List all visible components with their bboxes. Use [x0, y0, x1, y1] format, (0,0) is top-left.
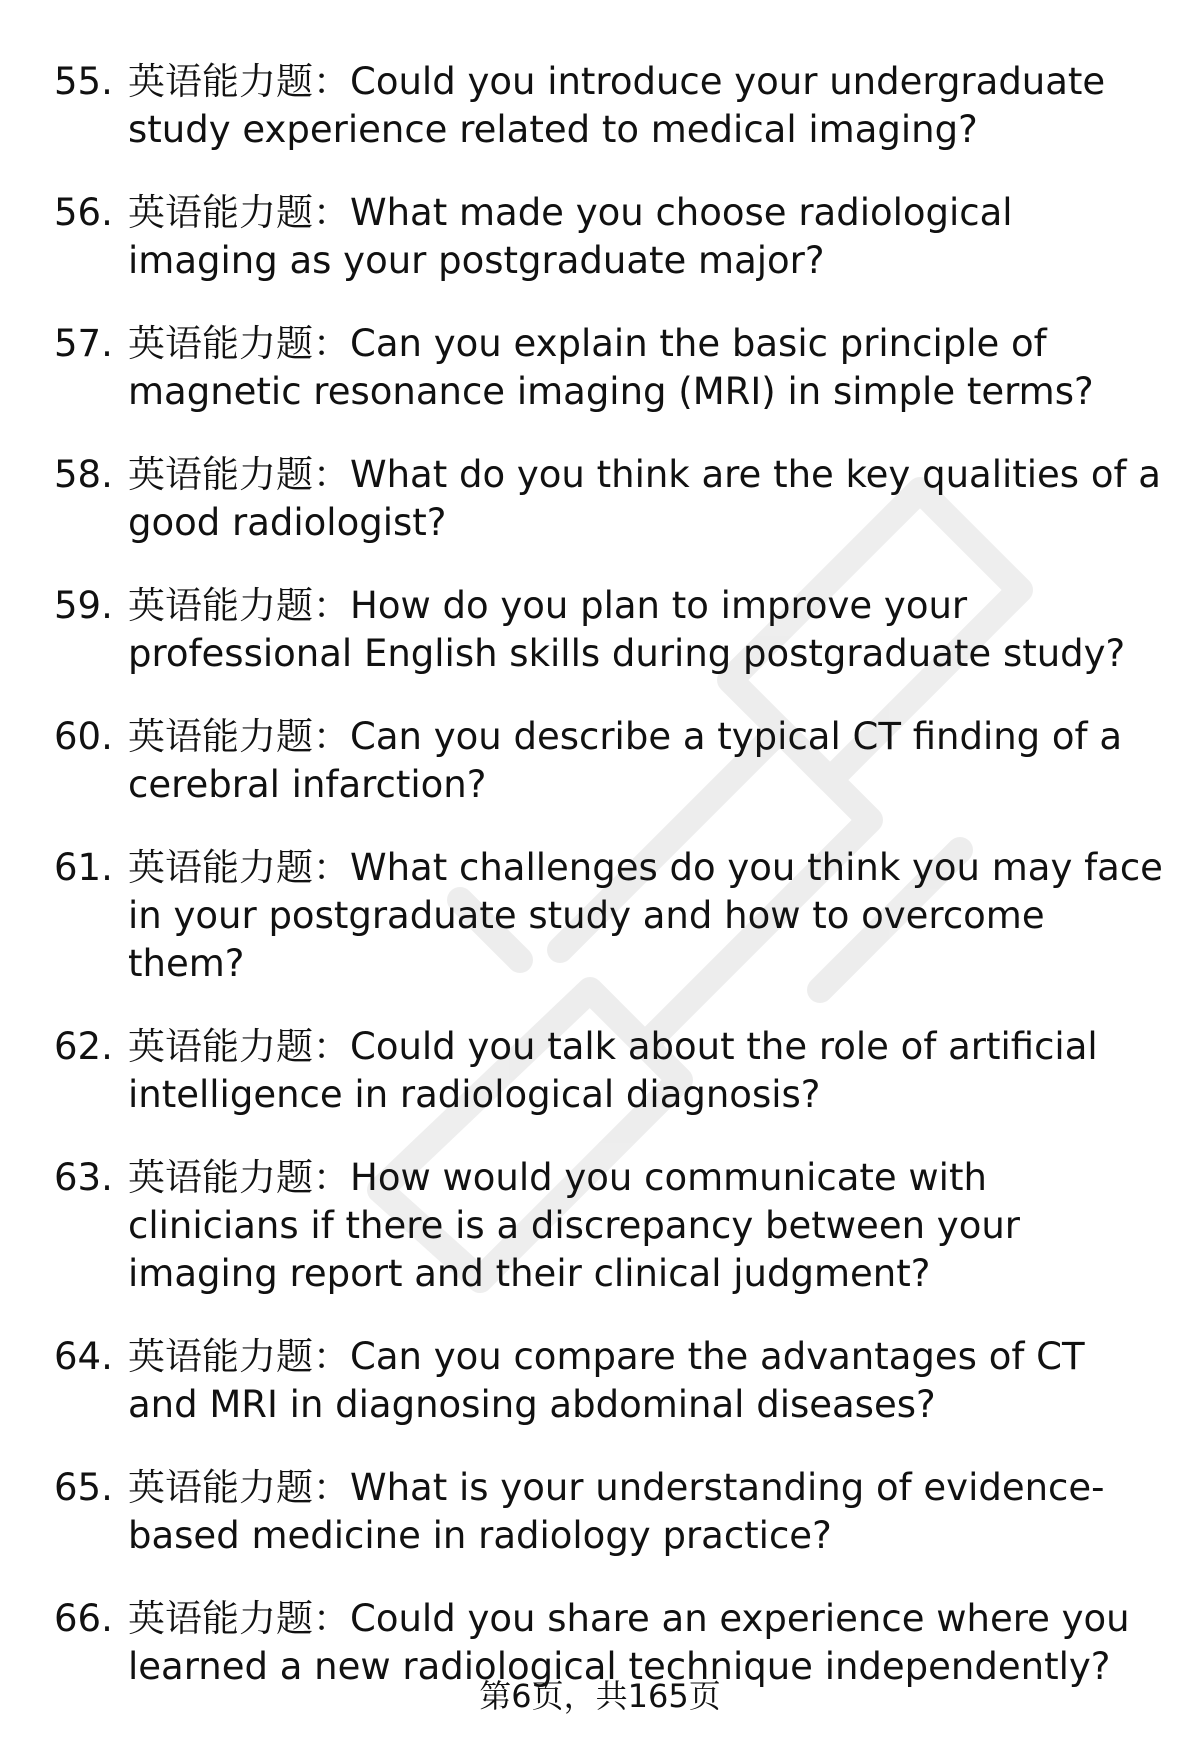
question-body: What is your understanding of evidence-based medicine in radiology practice?: [128, 1466, 1105, 1557]
question-body: How do you plan to improve your professional English skills during postgraduate study?: [128, 584, 1126, 675]
question-body: What made you choose radiological imaging as your postgraduate major?: [128, 191, 1013, 282]
question-text: [128, 1464, 1164, 1560]
question-item: [54, 713, 1164, 809]
question-category: 英语能力题：: [128, 1597, 350, 1640]
question-category: 英语能力题：: [128, 715, 350, 758]
question-number: 63.: [54, 1156, 113, 1199]
question-item: [54, 582, 1164, 678]
question-number: 60.: [54, 715, 113, 758]
question-number: 55.: [54, 60, 113, 103]
question-text: [128, 1154, 1164, 1298]
question-text: [128, 1023, 1164, 1119]
question-number: 61.: [54, 846, 113, 889]
question-item: [54, 844, 1164, 988]
question-category: 英语能力题：: [128, 1156, 350, 1199]
question-text: [128, 713, 1164, 809]
question-category: 英语能力题：: [128, 1466, 350, 1509]
question-text: [128, 58, 1164, 154]
question-category: 英语能力题：: [128, 322, 350, 365]
question-number: 57.: [54, 322, 113, 365]
question-text: [128, 582, 1164, 678]
question-body: Could you introduce your undergraduate study experience related to medical imaging?: [128, 60, 1106, 151]
question-item: [54, 451, 1164, 547]
question-list: [54, 58, 1164, 1726]
question-item: [54, 1023, 1164, 1119]
question-number: 59.: [54, 584, 113, 627]
question-text: [128, 1333, 1164, 1429]
question-body: Can you compare the advantages of CT and MRI in diagnosing abdominal diseases?: [128, 1335, 1085, 1426]
question-body: Could you talk about the role of artificial intelligence in radiological diagnosis?: [128, 1025, 1098, 1116]
question-number: 65.: [54, 1466, 113, 1509]
question-category: 英语能力题：: [128, 1025, 350, 1068]
question-body: Can you describe a typical CT finding of a cerebral infarction?: [128, 715, 1123, 806]
page-number-footer: 第6页，共165页: [479, 1677, 721, 1715]
question-item: [54, 189, 1164, 285]
question-number: 62.: [54, 1025, 113, 1068]
question-text: [128, 189, 1164, 285]
question-text: [128, 451, 1164, 547]
question-item: [54, 1464, 1164, 1560]
question-number: 58.: [54, 453, 113, 496]
question-category: 英语能力题：: [128, 1335, 350, 1378]
question-body: Could you share an experience where you learned a new radiological technique independently?: [128, 1597, 1130, 1688]
question-number: 56.: [54, 191, 113, 234]
question-category: 英语能力题：: [128, 584, 350, 627]
question-category: 英语能力题：: [128, 191, 350, 234]
question-text: [128, 320, 1164, 416]
question-body: What challenges do you think you may face in your postgraduate study and how to overcome them?: [128, 846, 1163, 985]
question-item: [54, 1333, 1164, 1429]
question-number: 66.: [54, 1597, 113, 1640]
question-body: Can you explain the basic principle of magnetic resonance imaging (MRI) in simple terms?: [128, 322, 1094, 413]
question-item: [54, 320, 1164, 416]
question-category: 英语能力题：: [128, 846, 350, 889]
question-body: What do you think are the key qualities of a good radiologist?: [128, 453, 1161, 544]
question-text: [128, 844, 1164, 988]
question-category: 英语能力题：: [128, 453, 350, 496]
question-number: 64.: [54, 1335, 113, 1378]
question-item: [54, 1154, 1164, 1298]
question-category: 英语能力题：: [128, 60, 350, 103]
question-item: [54, 58, 1164, 154]
question-body: How would you communicate with clinicians if there is a discrepancy between your imaging report and their clinical judgment?: [128, 1156, 1020, 1295]
